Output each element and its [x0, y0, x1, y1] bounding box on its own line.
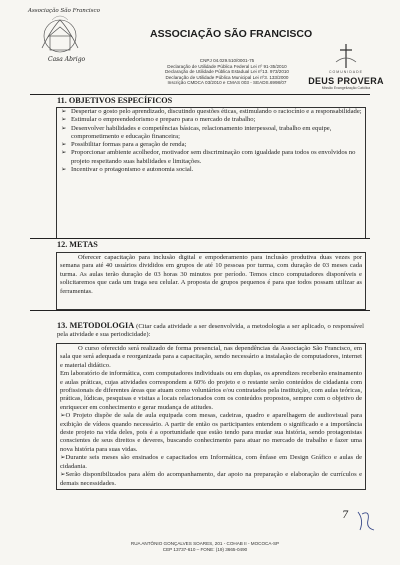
list-item: ➢ Despertar o gosto pelo aprendizado, discutindo questões éticas, estimulando o raciocínio e a responsabilidade; — [61, 108, 362, 115]
methodology-paragraph: ➢Durante seis meses são ensinados e capacitados em Informática, com ênfase em Design Gráfico e aulas de cidadania. — [60, 454, 362, 470]
list-item: ➢ Estimular o empreendedorismo e preparo para o mercado de trabalho; — [61, 116, 256, 124]
list-item: ➢ Desenvolver habilidades e competências básicas, relacionamento interpessoal, trabalho em equipe, comprometimento e educação financeira; — [61, 124, 332, 140]
divider — [30, 310, 370, 311]
logo-brand: DEUS PROVERA — [308, 76, 384, 86]
methodology-paragraph: O curso oferecido será realizado de forma presencial, nas dependências da Associação São Francisco, em sala que será adequada e reorganizada para a capacitação, sendo necessário a instalação de computadores, internet e material didático. — [60, 345, 362, 369]
arrow-bullet-icon: ➢ — [61, 166, 67, 174]
arrow-bullet-icon: ➢ — [61, 149, 67, 157]
list-item: ➢ Possibilitar formas para a geração de renda; — [61, 141, 187, 149]
metas-box — [56, 252, 366, 310]
divider — [30, 94, 370, 95]
registration-line: CNPJ 04.029.510/0001-75 — [199, 58, 255, 63]
list-item: ➢ Incentivar o protagonismo e autonomia social. — [61, 166, 194, 174]
objectives-box — [56, 107, 366, 239]
arrow-bullet-icon: ➢ — [61, 116, 67, 124]
registration-line: Declaração de Utilidade Pública Federal Lei nº 91-35/2010 — [167, 63, 287, 69]
metas-text: Oferecer capacitação para inclusão digital e empoderamento para inclusão produtiva duas vezes por semana para até 40 usuários divididos em grupos de até 10 pessoas por turma, com duração de 03 meses cada turma. As aulas terão duração de 03 horas 30 minutos por período. Temos cinco computadores disponíveis e solicitaremos que cada um traga seu celular. A proposta de grupos pequenos é para que todos possam utilizar as ferramentas. — [60, 254, 362, 295]
organization-title: ASSOCIAÇÃO SÃO FRANCISCO — [150, 28, 313, 40]
arrow-bullet-icon: ➢ — [61, 108, 67, 115]
footer-address — [100, 541, 310, 553]
arrow-bullet-icon: ➢ — [61, 124, 67, 132]
methodology-intro: (Citar cada atividade a ser desenvolvida, a metodologia a ser aplicado, o responsável pela atividade e sua periodicidade): — [57, 323, 364, 339]
registration-line: Declaração de Utilidade Pública Estadual Lei nº13. 973/2010 — [164, 69, 289, 75]
page-number: 7 — [342, 510, 349, 521]
methodology-paragraph: ➢O Projeto dispõe de sala de aula equipada com mesas, cadeiras, quadro e aparelhagem de audiovisual para exibição de vídeos quando necessário. A partir de então os participantes entendem o significado e a importância deste projeto na vida deles, pois é a oportunidade que estão tendo para mudar sua história, sendo protagonistas conscientes de seus direitos e deveres, buscando conhecimento para atuar no mercado de trabalho e fazer uma nova história para suas vidas. — [60, 412, 362, 453]
logo-caption: COMUNIDADE — [329, 70, 363, 74]
logo-tagline: Missão Evangelização Católica — [321, 86, 371, 90]
methodology-paragraph: Em laboratório de informática, com computadores individuais ou em duplas, os aprendizes receberão ensinamento e aulas práticas, cujas atividades correspondem a 60% do projeto e o restante serão conteúdos de cidadania com profissionais de diferentes áreas que atuam como voluntários e/ou contratados pela instituição, com aulas teóricas, práticas, lúdicas, pesquisas e visitas a locais relacionados com os conteúdos propostos, sempre com o objetivo de enriquecer em conhecimento e gerar mudança de atitudes. — [60, 370, 362, 411]
methodology-box — [56, 343, 366, 490]
footer-line: RUA ANTÔNIO GONÇALVES SOARES, 201 - COHAB II - MOCOCA-SP — [130, 541, 280, 546]
section-title-metas: 12. METAS — [57, 240, 98, 249]
association-logo — [8, 6, 112, 66]
methodology-heading — [57, 322, 364, 340]
arrow-bullet-icon: ➢ — [61, 141, 67, 149]
registration-line: Inscrição CMDCA 03/2010 e CMAS 003 - SEADS.6998/07 — [167, 80, 287, 86]
logo-top-text: Associação São Francisco — [28, 8, 100, 14]
list-item: ➢ Proporcionar ambiente acolhedor, motivador sem discriminação com igualdade para todos os envolvidos no projeto respeitando suas habilidades e limitações. — [61, 149, 356, 165]
divider — [30, 238, 370, 239]
objectives-list — [57, 108, 365, 174]
section-title-objectives: 11. OBJETIVOS ESPECÍFICOS — [57, 96, 173, 105]
logo-bottom-text: Casa Abrigo — [48, 56, 86, 63]
section-title-methodology: 13. METODOLOGIA — [57, 321, 135, 330]
cross-dove-icon — [306, 40, 386, 70]
methodology-paragraph: ➢Serão disponibilizados para além do acompanhamento, dar apoio na preparação e elaboração de currículos e demais necessidades. — [60, 471, 362, 487]
footer-line: CEP 13737-610 – FONE: (19) 3665-0490 — [162, 547, 248, 552]
handwritten-initials — [354, 508, 380, 534]
methodology-text — [57, 344, 365, 488]
deus-provera-logo — [306, 40, 386, 90]
registration-line: Declaração de Utilidade Pública Municipal Lei nº3. 133/2000 — [165, 74, 289, 80]
registration-info — [122, 58, 332, 86]
